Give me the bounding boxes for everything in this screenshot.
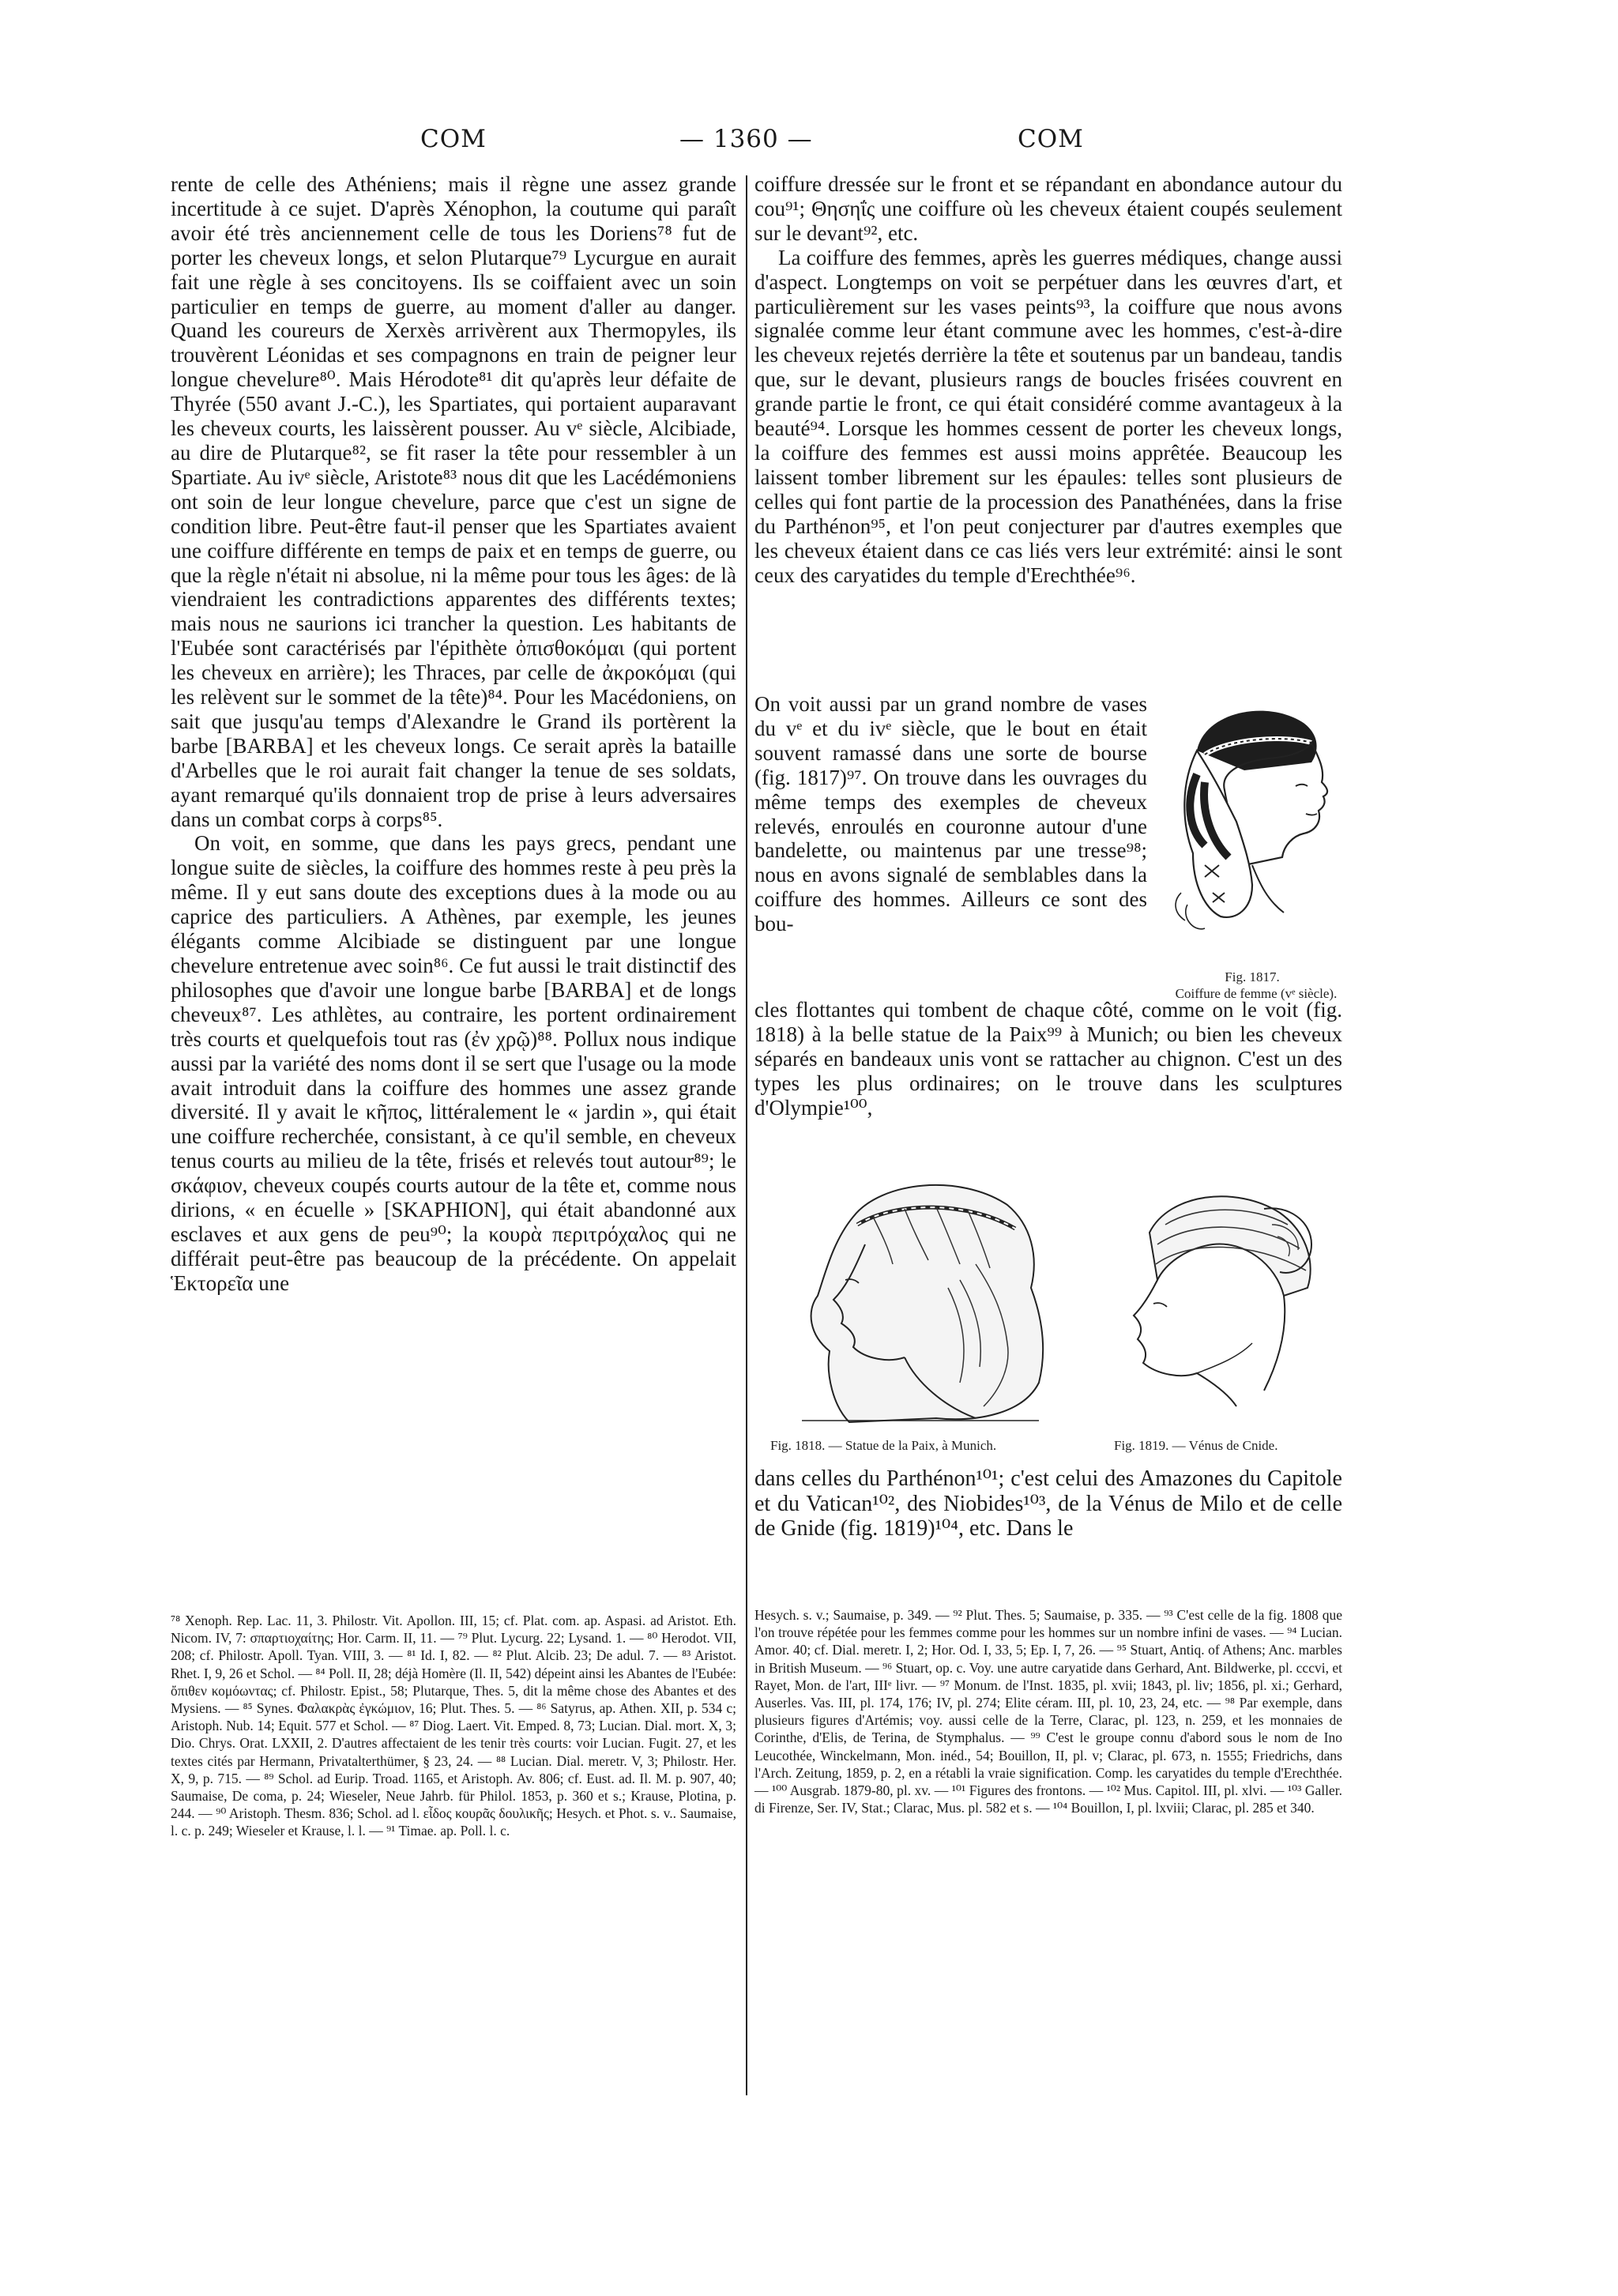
figure-1819-illustration bbox=[1094, 1177, 1323, 1414]
figure-1818-illustration bbox=[778, 1169, 1059, 1434]
right-paragraph-2-flow bbox=[754, 692, 1147, 936]
footnotes-right bbox=[754, 1606, 1342, 1816]
footnotes-left-text: ⁷⁸ Xenoph. Rep. Lac. 11, 3. Philostr. Vit. Apollon. III, 15; cf. Plat. com. ap. Aspasi. ad Aristot. Eth. Nicom. IV, 7: σπαρτιοχαίτης; Hor. Carm. II, 11. — ⁷⁹ Plut. Lycurg. 22; Lysand. 1. — ⁸⁰ Herodot. VII, 208; cf. Philostr. Apoll. Tyan. VIII, 3. — ⁸¹ Id. I, 82. — ⁸² Plut. Alcib. 23; De adul. 7. — ⁸³ Aristot. Rhet. I, 9, 26 et Schol. — ⁸⁴ Poll. II, 28; déjà Homère (Il. II, 542) dépeint ainsi les Abantes de l'Eubée: ὄπιθεν κομόωντας; cf. Philostr. Epist., 58; Plutarque, Thes. 5, dit la même chose des Abantes et des Mysiens. — ⁸⁵ Synes. Φαλακρὰς ἐγκώμιον, 16; Plut. Thes. 5. — ⁸⁶ Satyrus, ap. Athen. XII, p. 534 c; Aristoph. Nub. 14; Equit. 577 et Schol. — ⁸⁷ Diog. Laert. Vit. Emped. 8, 73; Lucian. Dial. mort. X, 3; Dio. Chrys. Orat. LXXII, 2. D'autres affectaient de les tenir très courts: voir Lucian. Fugit. 27, et les textes cités par Hermann, Privatalterthümer, § 23, 24. — ⁸⁸ Lucian. Dial. meretr. V, 3; Philostr. Her. X, 9, p. 715. — ⁸⁹ Schol. ad Eurip. Troad. 1165, et Aristoph. Av. 806; cf. Eust. ad. Il. M. p. 907, 40; Saumaise, De coma, p. 24; Wieseler, Neue Jahrb. für Philol. 1853, p. 360 et s.; Krause, Plotina, p. 244. — ⁹⁰ Aristoph. Thesm. 836; Schol. ad l. εἶδος κουρᾶς δουλικῆς; Hesych. et Phot. s. v.. Saumaise, l. c. p. 249; Wieseler et Krause, l. l. — ⁹¹ Timae. ap. Poll. l. c. bbox=[171, 1613, 736, 1839]
figure-1817-illustration bbox=[1150, 695, 1347, 964]
footnotes-right-text: Hesych. s. v.; Saumaise, p. 349. — ⁹² Plut. Thes. 5; Saumaise, p. 335. — ⁹³ C'est celle de la fig. 1808 que l'on trouve répétée pour les femmes comme pour les hommes sur un nombre infini de vases. — ⁹⁴ Lucian. Amor. 40; cf. Dial. meretr. I, 2; Hor. Od. I, 33, 5; Ep. I, 7, 26. — ⁹⁵ Stuart, Antiq. of Athens; Anc. marbles in British Museum. — ⁹⁶ Stuart, op. c. Voy. une autre caryatide dans Gerhard, Ant. Bildwerke, pl. cccvi, et Rayet, Mon. de l'art, IIIᵉ livr. — ⁹⁷ Monum. de l'Inst. 1835, pl. xvii; 1843, pl. liv; 1856, pl. xi.; Gerhard, Auserles. Vas. III, pl. 174, 176; IV, pl. 274; Elite céram. III, pl. 10, 23, 24, etc. — ⁹⁸ Par exemple, dans plusieurs figures d'Artémis; voy. aussi celle de la Terre, Clarac, pl. 123, n. 259, et les monnaies de Corinthe, d'Elis, de Terina, de Stymphalus. — ⁹⁹ C'est le groupe connu d'abord sous le nom de Ino Leucothée, Winckelmann, Mon. inéd., 54; Bouillon, II, pl. v; Clarac, pl. 673, n. 1555; Friedrichs, dans l'Arch. Zeitung, 1859, p. 2, en a rétabli la vraie signification. Comp. les caryatides du temple d'Erechthée. — ¹⁰⁰ Ausgrab. 1879-80, pl. xv. — ¹⁰¹ Figures des frontons. — ¹⁰² Mus. Capitol. III, pl. xlvi. — ¹⁰³ Galler. di Firenze, Ser. IV, Stat.; Clarac, Mus. pl. 582 et s. — ¹⁰⁴ Bouillon, I, pl. lxviii; Clarac, pl. 285 et 340. bbox=[754, 1607, 1342, 1816]
column-divider bbox=[746, 175, 747, 2095]
right-paragraph-3: dans celles du Parthénon¹⁰¹; c'est celui des Amazones du Capitole et du Vatican¹⁰², des Niobides¹⁰³, de la Vénus de Milo et de celle de Gnide (fig. 1819)¹⁰⁴, etc. Dans le bbox=[754, 1466, 1342, 1541]
right-paragraph-2-flow-text: On voit aussi par un grand nombre de vases du vᵉ et du ivᵉ siècle, que le bout en était souvent ramassé dans une sorte de bourse (fig. 1817)⁹⁷. On trouve dans les ouvrages du même temps des exemples de cheveux relevés, enroulés en couronne autour d'une bandelette, ou maintenus par une tresse⁹⁸; nous en avons signalé de semblables dans la coiffure des hommes. Ailleurs ce sont des bou- bbox=[754, 692, 1147, 936]
page-number: — 1360 — bbox=[679, 125, 813, 153]
header-right-title: COM bbox=[1018, 125, 1084, 153]
left-paragraph-1: rente de celle des Athéniens; mais il règne une assez grande incertitude à ce sujet. D'après Xénophon, la coutume qui paraît avoir été très anciennement celle de tous les Doriens⁷⁸ fut de porter les cheveux longs, et selon Plutarque⁷⁹ Lycurgue en aurait fait une règle à ses concitoyens. Ils se coiffaient avec un soin particulier en temps de guerre, au moment d'aller au danger. Quand les coureurs de Xerxès arrivèrent aux Thermopyles, ils trouvèrent Léonidas et ses compagnons en train de peigner leur longue chevelure⁸⁰. Mais Hérodote⁸¹ dit qu'après leur défaite de Thyrée (550 avant J.-C.), les Spartiates, qui portaient auparavant les cheveux courts, les laissèrent pousser. Au vᵉ siècle, Alcibiade, au dire de Plutarque⁸², se fit raser la tête pour ressembler à un Spartiate. Au ivᵉ siècle, Aristote⁸³ nous dit que les Lacédémoniens ont soin de leur longue chevelure, parce que c'est un signe de condition libre. Peut-être faut-il penser que les Spartiates avaient une coiffure différente en temps de paix et en temps de guerre, ou que la règle n'était ni absolue, ni la même pour tous les âges: de là viendraient les contradictions apparentes des différents textes; mais nous ne saurions ici trancher la question. Les habitants de l'Eubée sont caractérisés par l'épithète ὀπισθοκόμαι (qui portent les cheveux en arrière); les Thraces, par celle de ἀκροκόμαι (qui les relèvent sur le sommet de la tête)⁸⁴. Pour les Macédoniens, on sait que jusqu'au temps d'Alexandre le Grand ils portèrent la barbe [BARBA] et les cheveux longs. Ce serait après la bataille d'Arbelles que le roi aurait fait changer la tenue de ses soldats, ayant remarqué qu'ils donnaient trop de prise à leurs adversaires dans un combat corps à corps⁸⁵. bbox=[171, 172, 736, 831]
left-paragraph-2: On voit, en somme, que dans les pays grecs, pendant une longue suite de siècles, la coiffure des hommes reste à peu près la même. Il y eut sans doute des exceptions dues à la mode ou au caprice des particuliers. A Athènes, par exemple, les jeunes élégants comme Alcibiade se distinguent par une longue chevelure entretenue avec soin⁸⁶. Ce fut aussi le trait distinctif des philosophes que d'avoir une longue barbe [BARBA] et de longs cheveux⁸⁷. Les athlètes, au contraire, les portent ordinairement très courts et quelquefois tout ras (ἐν χρῷ)⁸⁸. Pollux nous indique aussi par la variété des noms dont il se sert que l'usage ou la mode avait introduit dans la coiffure des hommes une assez grande diversité. Il y avait le κῆπος, littéralement le « jardin », qui était une coiffure recherchée, consistant, à ce qu'il semble, en cheveux tenus courts au milieu de la tête, frisés et relevés tout autour⁸⁹; le σκάφιον, cheveux coupés courts autour de la tête et, comme nous dirions, « en écuelle » [SKAPHION], qui était abandonné aux esclaves et aux gens de peu⁹⁰; la κουρὰ περιτρόχαλος qui ne différait peut-être pas beaucoup de la précédente. On appelait Ἑκτορεῖα une bbox=[171, 831, 736, 1295]
right-column-middle bbox=[754, 998, 1342, 1120]
figure-1817-label: Fig. 1817. bbox=[1225, 969, 1280, 984]
right-paragraph-2-rest: cles flottantes qui tombent de chaque côté, comme on le voit (fig. 1818) à la belle statue de la Paix⁹⁹ à Munich; ou bien les cheveux séparés en bandeaux unis vont se rattacher au chignon. C'est un des types les plus ordinaires; on le trouve dans les sculptures d'Olympie¹⁰⁰, bbox=[754, 998, 1342, 1120]
figure-1817-caption: Coiffure de femme (vᵉ siècle). bbox=[1175, 986, 1338, 1001]
right-paragraph-2: La coiffure des femmes, après les guerres médiques, change aussi d'aspect. Longtemps on voit se perpétuer dans les œuvres d'art, et particulièrement sur les vases peints⁹³, la coiffure que nous avons signalée comme leur étant commune avec les hommes, c'est-à-dire les cheveux rejetés derrière la tête et soutenus par un bandeau, tandis que, sur le devant, plusieurs rangs de boucles frisées couvrent en grande partie le front, ce qui était considéré comme avantageux à la beauté⁹⁴. Lorsque les hommes cessent de porter les cheveux longs, la coiffure des femmes est aussi moins apprêtée. Beaucoup les laissent tomber librement sur les épaules: telles sont plusieurs de celles qui font partie de la procession des Panathénées, dans la frise du Parthénon⁹⁵, et l'on peut conjecturer par d'autres exemples que les cheveux étaient dans ce cas liés vers leur extrémité: ainsi le sont ceux des caryatides du temple d'Erechthée⁹⁶. bbox=[754, 245, 1342, 587]
figure-1818-caption: Fig. 1818. — Statue de la Paix, à Munich. bbox=[770, 1438, 997, 1453]
header-left-title: COM bbox=[420, 125, 487, 153]
figure-1819-caption: Fig. 1819. — Vénus de Cnide. bbox=[1114, 1438, 1278, 1453]
right-column-bottom bbox=[754, 1466, 1342, 1541]
footnotes-left bbox=[171, 1612, 736, 1840]
right-paragraph-1: coiffure dressée sur le front et se répandant en abondance autour du cou⁹¹; Θησηΐς une coiffure où les cheveux étaient coupés seulement sur le devant⁹², etc. bbox=[754, 172, 1342, 245]
right-column-top bbox=[754, 172, 1342, 587]
left-column bbox=[171, 172, 736, 1296]
